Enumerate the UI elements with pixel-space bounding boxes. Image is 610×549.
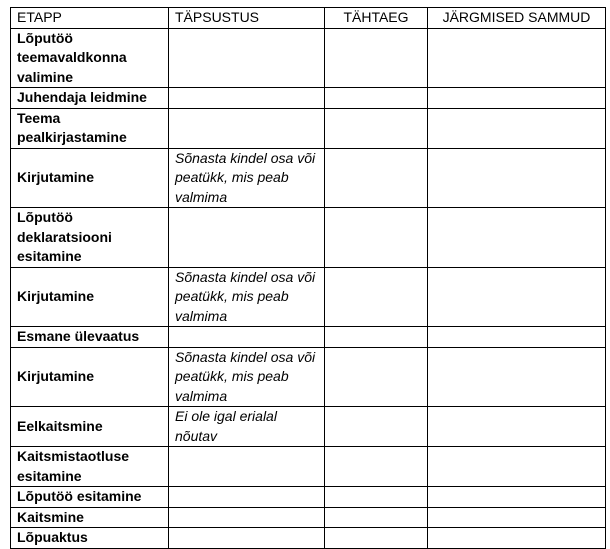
deadline-cell	[325, 108, 428, 148]
stage-cell: Lõpuaktus	[11, 528, 169, 549]
table-row	[11, 528, 606, 549]
detail-cell	[169, 487, 325, 508]
detail-cell	[169, 327, 325, 348]
next-steps-cell	[428, 347, 606, 407]
deadline-cell	[325, 88, 428, 109]
stage-cell: Lõputöö teemavaldkonna valimine	[11, 28, 169, 88]
deadline-cell	[325, 208, 428, 268]
next-steps-cell	[428, 208, 606, 268]
detail-cell: Sõnasta kindel osa või peatükk, mis peab valmima	[169, 148, 325, 208]
stage-cell: Kirjutamine	[11, 148, 169, 208]
next-steps-cell	[428, 267, 606, 327]
table-row	[11, 407, 606, 447]
header-detail: TÄPSUSTUS	[169, 8, 325, 29]
table-row	[11, 347, 606, 407]
next-steps-cell	[428, 88, 606, 109]
next-steps-cell	[428, 528, 606, 549]
deadline-cell	[325, 528, 428, 549]
detail-cell	[169, 447, 325, 487]
table-row	[11, 447, 606, 487]
stage-cell: Kaitsmine	[11, 507, 169, 528]
deadline-cell	[325, 407, 428, 447]
detail-cell: Ei ole igal erialal nõutav	[169, 407, 325, 447]
detail-cell	[169, 528, 325, 549]
stage-cell: Teema pealkirjastamine	[11, 108, 169, 148]
deadline-cell	[325, 28, 428, 88]
stage-cell: Eelkaitsmine	[11, 407, 169, 447]
table-row	[11, 28, 606, 88]
stage-cell: Juhendaja leidmine	[11, 88, 169, 109]
header-stage: ETAPP	[11, 8, 169, 29]
next-steps-cell	[428, 487, 606, 508]
next-steps-cell	[428, 507, 606, 528]
stage-cell: Esmane ülevaatus	[11, 327, 169, 348]
table-row	[11, 487, 606, 508]
stage-cell: Lõputöö esitamine	[11, 487, 169, 508]
detail-cell	[169, 28, 325, 88]
stage-cell: Kirjutamine	[11, 347, 169, 407]
table-row	[11, 267, 606, 327]
deadline-cell	[325, 148, 428, 208]
header-deadline: TÄHTAEG	[325, 8, 428, 29]
table-row	[11, 148, 606, 208]
thesis-schedule-table	[10, 7, 606, 549]
next-steps-cell	[428, 407, 606, 447]
next-steps-cell	[428, 447, 606, 487]
stage-cell: Lõputöö deklaratsiooni esitamine	[11, 208, 169, 268]
deadline-cell	[325, 447, 428, 487]
deadline-cell	[325, 507, 428, 528]
deadline-cell	[325, 487, 428, 508]
table-row	[11, 507, 606, 528]
detail-cell	[169, 88, 325, 109]
detail-cell	[169, 507, 325, 528]
table-row	[11, 327, 606, 348]
next-steps-cell	[428, 28, 606, 88]
deadline-cell	[325, 267, 428, 327]
next-steps-cell	[428, 148, 606, 208]
next-steps-cell	[428, 327, 606, 348]
stage-cell: Kaitsmistaotluse esitamine	[11, 447, 169, 487]
table-header-row	[11, 8, 606, 29]
table-row	[11, 88, 606, 109]
deadline-cell	[325, 327, 428, 348]
header-next-steps: JÄRGMISED SAMMUD	[428, 8, 606, 29]
detail-cell	[169, 108, 325, 148]
table-row	[11, 108, 606, 148]
stage-cell: Kirjutamine	[11, 267, 169, 327]
next-steps-cell	[428, 108, 606, 148]
table-row	[11, 208, 606, 268]
detail-cell: Sõnasta kindel osa või peatükk, mis peab valmima	[169, 347, 325, 407]
detail-cell: Sõnasta kindel osa või peatükk, mis peab valmima	[169, 267, 325, 327]
deadline-cell	[325, 347, 428, 407]
detail-cell	[169, 208, 325, 268]
